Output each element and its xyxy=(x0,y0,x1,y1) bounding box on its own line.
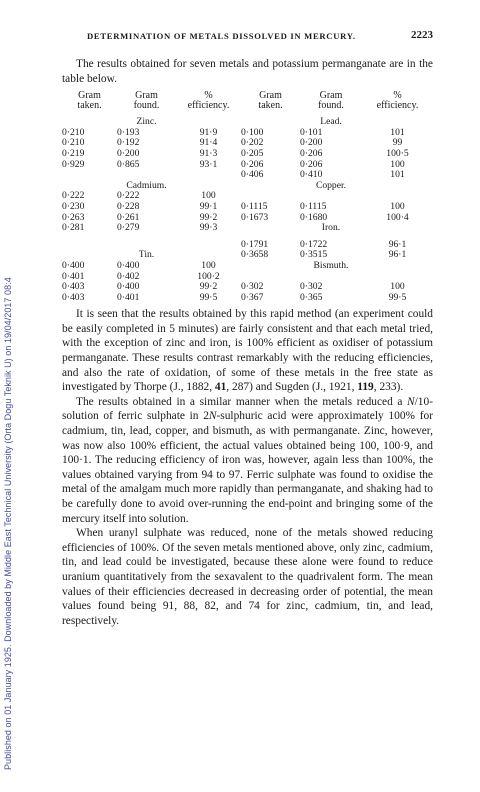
column-header: Gram found. xyxy=(133,90,160,112)
provenance-sidebar xyxy=(2,0,14,792)
table-row: 0·400 0·400 100 Bismuth. xyxy=(62,261,433,272)
metal-heading: Iron. xyxy=(321,222,341,234)
column-header: % efficiency. xyxy=(376,90,419,112)
page-number: 2223 xyxy=(411,29,433,41)
metal-heading: Tin. xyxy=(138,249,155,261)
metal-heading: Zinc. xyxy=(136,116,157,128)
intro-paragraph: The results obtained for seven metals and potassium permanganate are in the table below. xyxy=(62,58,433,85)
paragraph-1: It is seen that the results obtained by this rapid method (an experiment could be easily completed in 5 minutes) are fairly consistent and that each metal tried, with the exception of zinc and iron, is 100% efficient as oxidiser of potassium permanganate. These results contrast remarkably with the reducing efficiencies, and also the rate of oxidation, of some of these metals in the free state as investigated by Thorpe (J., 1882, 41, 287) and Sugden (J., 1921, 119, 233). xyxy=(62,308,433,394)
page-header xyxy=(62,31,433,45)
metal-heading: Lead. xyxy=(320,116,342,128)
table-row: 0·219 0·200 91·3 0·205 0·206 100·5 xyxy=(62,147,409,159)
table-row: 0·222 0·222 100 xyxy=(62,190,216,202)
table-row: 0·403 0·400 99·2 0·302 0·302 100 xyxy=(62,281,405,293)
table-row: 0·403 0·401 99·5 0·367 0·365 99·5 xyxy=(62,291,407,303)
provenance-text: Published on 01 January 1925. Downloaded by Middle East Technical University (Orta Dogu Teknik U) on 19/04/2017 08:4 xyxy=(3,277,13,770)
column-header: % efficiency. xyxy=(187,90,230,112)
table-row: 0·401 0·402 100·2 xyxy=(62,270,220,282)
table-row: 0·210 0·192 91·4 0·202 0·200 99 xyxy=(62,137,403,149)
column-header: Gram found. xyxy=(318,90,344,112)
column-header: Gram taken. xyxy=(77,90,102,112)
results-table xyxy=(62,91,433,303)
table-row: 0·281 0·279 99·3 Iron. xyxy=(62,223,433,234)
table-row: 0·230 0·228 99·1 0·1115 0·1115 100 xyxy=(62,200,405,212)
column-header: Gram taken. xyxy=(258,90,283,112)
metal-heading: Cadmium. xyxy=(126,179,167,191)
metal-heading: Copper. xyxy=(315,179,347,191)
metal-heading: Bismuth. xyxy=(313,259,349,271)
running-title: DETERMINATION OF METALS DISSOLVED IN MERCURY. xyxy=(87,31,356,41)
table-header-row xyxy=(62,91,433,111)
journal-page xyxy=(62,31,433,628)
table-row: 0·263 0·261 99·2 0·1673 0·1680 100·4 xyxy=(62,211,409,223)
table-row: 0·929 0·865 93·1 0·206 0·206 100 xyxy=(62,158,405,170)
paragraph-3: When uranyl sulphate was reduced, none of the metals showed reducing efficiencies of 100%. Of the seven metals mentioned above, only zinc, cadmium, tin, and lead could be investigated, because these alone were found to reduce uranium quantitatively from the sexavalent to the quadrivalent form. The mean values of their efficiencies decreased in decreasing order of potential, the mean values found being 91, 88, 82, and 74 for zinc, cadmium, tin, and lead, respectively. xyxy=(62,527,433,627)
table-row: Tin. 0·3658 0·3515 96·1 xyxy=(62,250,433,261)
table-row: 0·406 0·410 101 xyxy=(241,169,405,181)
paragraph-2: The results obtained in a similar manner when the metals reduced a N/10-solution of ferric sulphate in 2N-sulphuric acid were approximately 100% for cadmium, tin, lead, copper, and bismuth, as with permanganate. Zinc, however, was now also 100% efficient, the actual values obtained being 100, 100·9, and 100·1. The reducing efficiency of iron was, however, again less than 100%, the values obtained varying from 94 to 97. Ferric sulphate was found to oxidise the metal of the amalgam much more rapidly than permanganate, and shaking had to be carefully done to avoid over-running the end-point and bringing some of the mercury itself into solution. xyxy=(62,395,433,525)
table-row: 0·210 0·193 91·9 0·100 0·101 101 xyxy=(62,126,405,138)
table-row: 0·1791 0·1722 96·1 xyxy=(241,238,407,250)
body-text xyxy=(62,307,433,628)
